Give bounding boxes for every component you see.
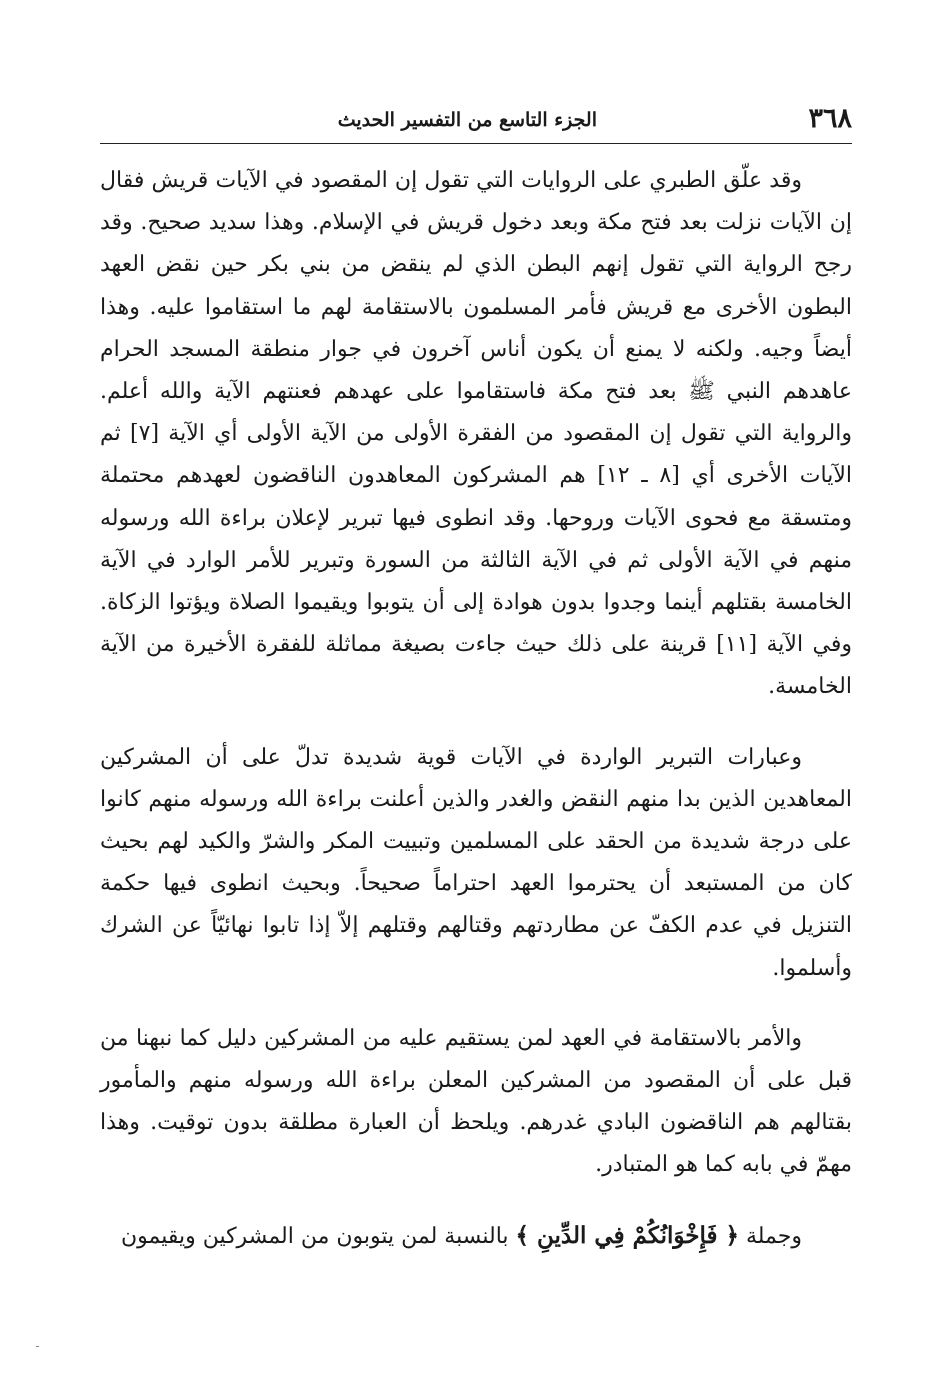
header-rule: [100, 143, 852, 144]
page-number: ٣٦٨: [808, 103, 852, 134]
running-header: [100, 100, 852, 140]
paragraph-covenant-order: والأمر بالاستقامة في العهد لمن يستقيم عليه من المشركين دليل كما نبهنا من قبل على أن المقصود من المشركين المعلن براءة الله ورسوله منهم والمأمور بقتالهم هم الناقضون البادي غدرهم. ويلحظ أن العبارة مطلقة بدون توقيت. وهذا مهمّ في بابه كما هو المتبادر.: [100, 1025, 852, 1178]
paragraph-verse-phrase: [100, 1215, 852, 1258]
paragraph-justification: وعبارات التبرير الواردة في الآيات قوية شديدة تدلّ على أن المشركين المعاهدين الذين بدا منهم النقض والغدر والذين أعلنت براءة الله ورسوله منهم كانوا على درجة شديدة من الحقد على المسلمين وتبييت المكر والشرّ والكيد لهم بحيث كان من المستبعد أن يحترموا العهد احتراماً صحيحاً. وبحيث انطوى فيها حكمة التنزيل في عدم الكفّ عن مطاردتهم وقتالهم وقتلهم إلاّ إذا تابوا نهائيّاً عن الشرك وأسلموا.: [100, 744, 852, 981]
last-line-prefix: وجملة: [745, 1223, 802, 1249]
running-title: الجزء التاسع من التفسير الحديث: [337, 109, 597, 131]
last-line-suffix: بالنسبة لمن يتوبون من المشركين ويقيمون: [120, 1223, 509, 1249]
paragraph-tabari-commentary: وقد علّق الطبري على الروايات التي تقول إن المقصود في الآيات قريش فقال إن الآيات نزلت بعد فتح مكة وبعد دخول قريش في الإسلام. وهذا سديد صحيح. وقد رجح الرواية التي تقول إنهم البطن الذي لم ينقض من بني بكر حين نقض العهد البطون الأخرى مع قريش فأمر المسلمون بالاستقامة لهم ما استقاموا عليه. وهذا أيضاً وجيه. ولكنه لا يمنع أن يكون أناس آخرون في جوار منطقة المسجد الحرام عاهدهم النبي ﷺ بعد فتح مكة فاستقاموا على عهدهم فعنتهم الآية والله أعلم. والرواية التي تقول إن المقصود من الفقرة الأولى من الآية الأولى أي الآية [٧] ثم الآيات الأخرى أي [٨ ـ ١٢] هم المشركون المعاهدون الناقضون لعهدهم محتملة ومتسقة مع فحوى الآيات وروحها. وقد انطوى فيها تبرير لإعلان براءة الله ورسوله منهم في الآية الأولى ثم في الآية الثالثة من السورة وتبرير للأمر الوارد في الآية الخامسة بقتلهم أينما وجدوا بدون هوادة إلى أن يتوبوا ويقيموا الصلاة ويؤتوا الزكاة. وفي الآية [١١] قرينة على ذلك حيث جاءت بصيغة مماثلة للفقرة الأخيرة من الآية الخامسة.: [100, 168, 852, 700]
scan-mark: [36, 1346, 39, 1347]
body-text: [100, 160, 852, 1258]
quran-verse-quote: ﴿ فَإِخْوَانُكُمْ فِي الدِّينِ ﴾: [515, 1221, 739, 1249]
